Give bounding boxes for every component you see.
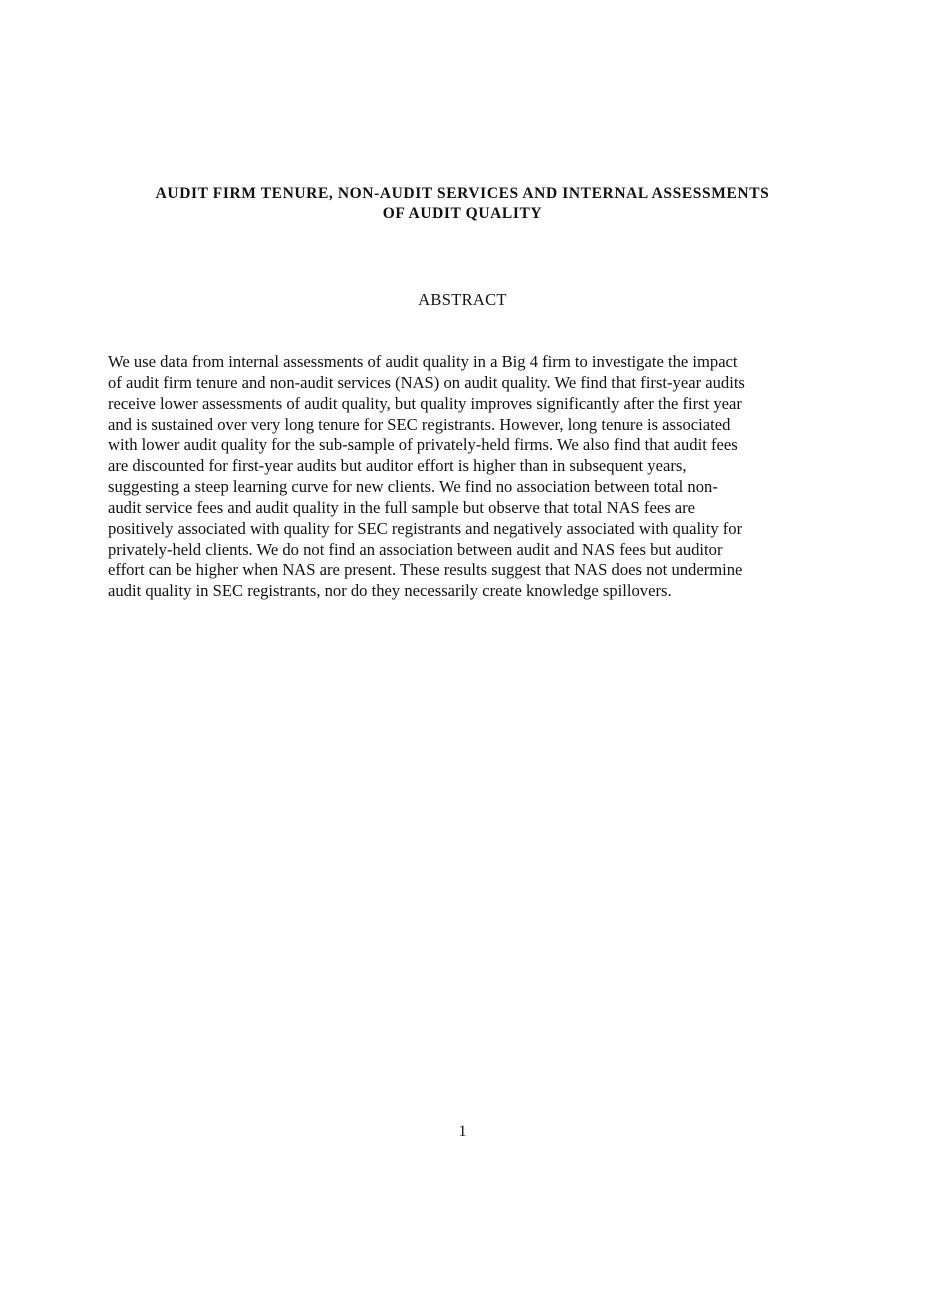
abstract-line: privately-held clients. We do not find an association between audit and NAS fees but auditor (108, 539, 723, 559)
abstract-line: audit service fees and audit quality in the full sample but observe that total NAS fees are (108, 497, 696, 517)
abstract-line: suggesting a steep learning curve for new clients. We find no association between total non- (108, 477, 718, 497)
abstract-line: positively associated with quality for SEC registrants and negatively associated with quality for (108, 518, 743, 538)
abstract-line: are discounted for first-year audits but auditor effort is higher than in subsequent years, (108, 456, 687, 476)
abstract-line: receive lower assessments of audit quality, but quality improves significantly after the first year (108, 393, 742, 413)
title-line-2: OF AUDIT QUALITY (382, 205, 543, 222)
title-line-1: AUDIT FIRM TENURE, NON-AUDIT SERVICES AND INTERNAL ASSESSMENTS (155, 185, 770, 202)
abstract-line: audit quality in SEC registrants, nor do they necessarily create knowledge spillovers. (108, 581, 672, 601)
abstract-line: with lower audit quality for the sub-sample of privately-held firms. We also find that audit fees (108, 435, 738, 455)
abstract-line: and is sustained over very long tenure for SEC registrants. However, long tenure is associated (108, 414, 731, 434)
abstract-heading: ABSTRACT (418, 290, 507, 309)
abstract-line: effort can be higher when NAS are present. These results suggest that NAS does not undermine (108, 560, 743, 580)
abstract-line: of audit firm tenure and non-audit services (NAS) on audit quality. We find that first-year audits (108, 372, 745, 392)
paper-title (0, 184, 925, 224)
page-number: 1 (458, 1123, 467, 1140)
abstract-line: We use data from internal assessments of audit quality in a Big 4 firm to investigate the impact (108, 352, 738, 371)
abstract-body (108, 352, 818, 602)
